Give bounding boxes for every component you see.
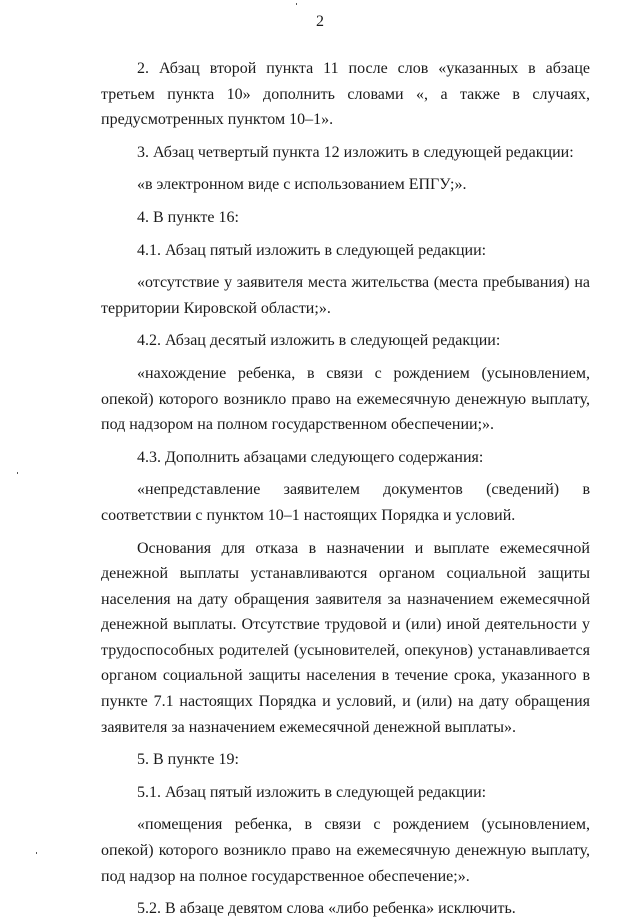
paragraph-4-2: 4.2. Абзац десятый изложить в следующей редакции:	[137, 332, 501, 350]
paragraph-4: 4. В пункте 16:	[137, 208, 239, 226]
document-body	[101, 56, 590, 922]
paragraph-5: 5. В пункте 19:	[137, 751, 239, 769]
paragraph-4-1-text: «отсутствие у заявителя места жительства (места пребывания) на территории Кировской области;».	[101, 274, 590, 317]
paragraph-3: 3. Абзац четвертый пункта 12 изложить в следующей редакции:	[137, 143, 574, 161]
paragraph-3-text: «в электронном виде с использованием ЕПГУ;».	[137, 176, 467, 194]
paragraph-4-1: 4.1. Абзац пятый изложить в следующей редакции:	[137, 241, 487, 259]
scan-speck	[296, 3, 297, 5]
paragraph-2: 2. Абзац второй пункта 11 после слов «указанных в абзаце третьем пункта 10» дополнить словами «, а также в случаях, предусмотренных пунктом 10–1».	[101, 60, 590, 129]
paragraph-5-1-text: «помещения ребенка, в связи с рождением (усыновлением, опекой) которого возникло право на ежемесячную денежную выплату, под надзор на полное государственное обеспечение;».	[101, 816, 590, 885]
scan-speck	[36, 852, 37, 854]
paragraph-5-1: 5.1. Абзац пятый изложить в следующей редакции:	[137, 783, 487, 801]
paragraph-4-3-text: «непредставление заявителем документов (сведений) в соответствии с пунктом 10–1 настоящих Порядка и условий.	[101, 481, 590, 524]
page-number: 2	[316, 13, 324, 30]
scan-speck	[17, 472, 18, 474]
paragraph-4-2-text: «нахождение ребенка, в связи с рождением (усыновлением, опекой) которого возникло право на ежемесячную денежную выплату, под надзором на полном государственном обеспечении;».	[101, 364, 590, 434]
paragraph-4-3: 4.3. Дополнить абзацами следующего содержания:	[137, 448, 484, 466]
paragraph-5-2: 5.2. В абзаце девятом слова «либо ребенка» исключить.	[137, 900, 516, 918]
paragraph-4-3-grounds: Основания для отказа в назначении и выплате ежемесячной денежной выплаты устанавливаются органом социальной защиты населения на дату обращения заявителя за назначением ежемесячной денежной выплаты. Отсутствие трудовой и (или) иной деятельности у трудоспособных родителей (усыновителей, опекунов) устанавливается органом социальной защиты населения в течение срока, указанного в пункте 7.1 настоящих Порядка и условий, и (или) на дату обращения заявителя за назначением ежемесячной денежной выплаты».	[101, 539, 590, 736]
